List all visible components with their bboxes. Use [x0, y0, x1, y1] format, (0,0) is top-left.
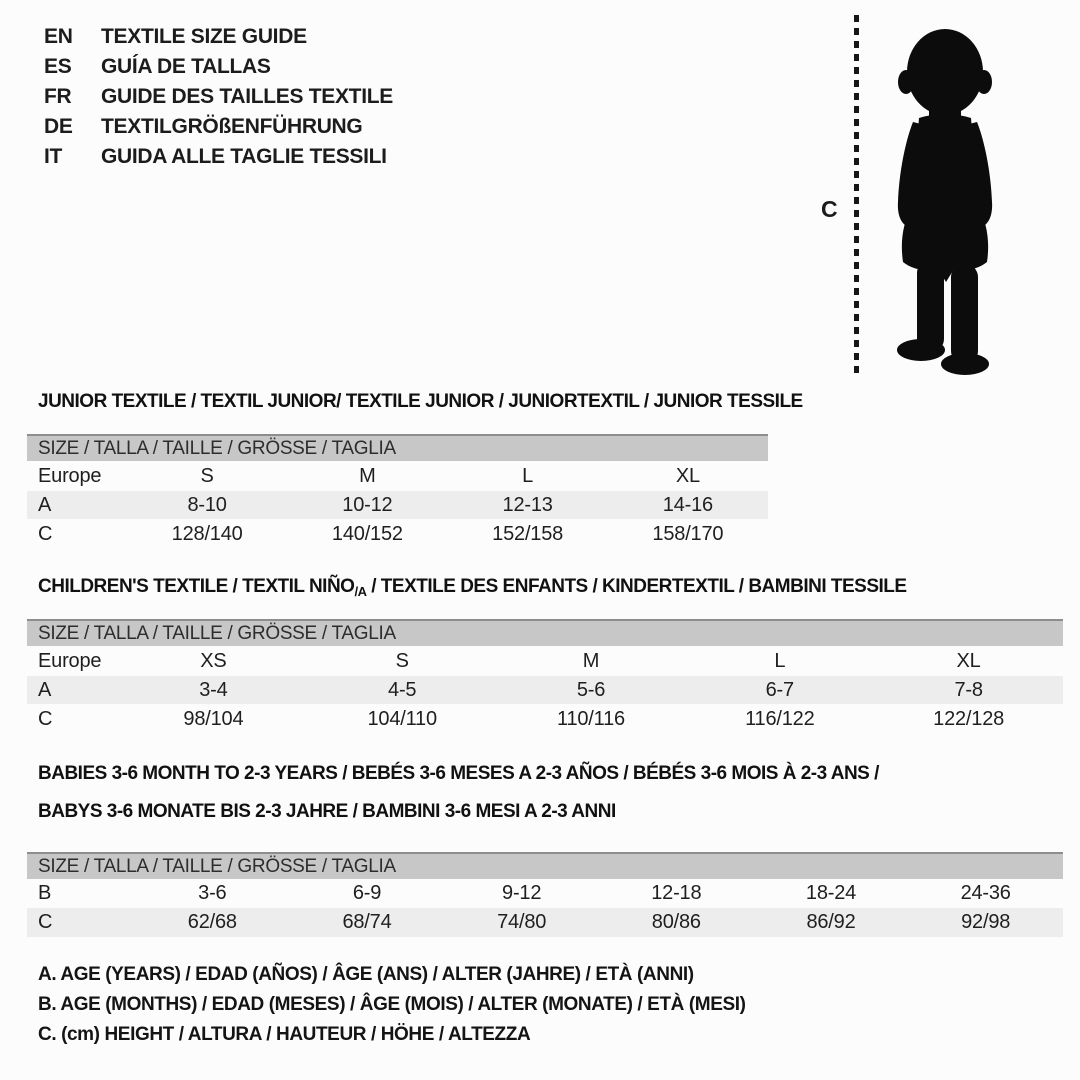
- size-cell: L: [522, 464, 534, 487]
- language-code: FR: [44, 85, 72, 108]
- age-cell: 4-5: [388, 678, 417, 701]
- table-row-height: [27, 908, 1063, 937]
- height-cell: 104/110: [367, 707, 437, 730]
- row-label: C: [38, 707, 53, 730]
- height-cell: 92/98: [961, 911, 1011, 933]
- age-cell: 3-4: [199, 678, 228, 701]
- height-measure-label: C: [821, 196, 838, 222]
- size-cell: L: [774, 649, 786, 672]
- height-cell: 86/92: [806, 911, 856, 933]
- size-header-bar: SIZE / TALLA / TAILLE / GRÖSSE / TAGLIA: [27, 619, 1063, 646]
- height-cell: 74/80: [497, 911, 547, 933]
- size-header-bar: SIZE / TALLA / TAILLE / GRÖSSE / TAGLIA: [27, 434, 768, 461]
- language-title: GUÍA DE TALLAS: [101, 55, 271, 78]
- language-row: [44, 52, 393, 82]
- months-cell: 24-36: [960, 882, 1011, 904]
- row-label: C: [38, 911, 53, 933]
- babies-section-heading-line2: BABYS 3-6 MONATE BIS 2-3 JAHRE / BAMBINI 3-6 MESI A 2-3 ANNI: [38, 801, 616, 822]
- language-code: IT: [44, 145, 63, 168]
- table-row-height: [27, 519, 768, 549]
- height-measure-figure: [815, 10, 1030, 388]
- height-cell: 152/158: [492, 522, 564, 545]
- table-row-europe: [27, 646, 1063, 676]
- junior-size-table: [27, 434, 768, 549]
- row-label: A: [38, 493, 52, 516]
- size-cell: M: [582, 649, 600, 672]
- height-cell: 140/152: [331, 522, 403, 545]
- legend-line-c: C. (cm) HEIGHT / ALTURA / HAUTEUR / HÖHE / ALTEZZA: [38, 1024, 531, 1045]
- height-cell: 116/122: [745, 707, 815, 730]
- age-cell: 12-13: [502, 493, 553, 516]
- heading-text: CHILDREN'S TEXTILE / TEXTIL NIÑO: [38, 576, 355, 597]
- language-row: [44, 22, 393, 52]
- height-dotted-line: [854, 15, 859, 379]
- height-cell: 62/68: [187, 911, 237, 933]
- language-title: TEXTILE SIZE GUIDE: [101, 25, 307, 48]
- junior-section-heading: JUNIOR TEXTILE / TEXTIL JUNIOR/ TEXTILE JUNIOR / JUNIORTEXTIL / JUNIOR TESSILE: [38, 391, 803, 412]
- language-title: GUIDA ALLE TAGLIE TESSILI: [101, 145, 387, 168]
- row-label: Europe: [38, 464, 102, 487]
- height-cell: 128/140: [171, 522, 243, 545]
- size-cell: XS: [200, 649, 227, 672]
- row-label: A: [38, 678, 52, 701]
- months-cell: 9-12: [502, 882, 542, 904]
- children-section-heading: [38, 576, 907, 599]
- age-cell: 5-6: [576, 678, 606, 701]
- legend-line-b: B. AGE (MONTHS) / EDAD (MESES) / ÂGE (MOIS) / ALTER (MONATE) / ETÀ (MESI): [38, 994, 746, 1015]
- language-row: [44, 82, 393, 112]
- size-header-bar: SIZE / TALLA / TAILLE / GRÖSSE / TAGLIA: [27, 852, 1063, 879]
- size-cell: S: [200, 464, 214, 487]
- height-cell: 98/104: [183, 707, 244, 730]
- language-title-list: [44, 22, 393, 172]
- language-row: [44, 142, 393, 172]
- heading-text: / TEXTILE DES ENFANTS / KINDERTEXTIL / BAMBINI TESSILE: [366, 576, 907, 597]
- table-row-age: [27, 491, 768, 519]
- children-size-table: [27, 619, 1063, 734]
- language-title: TEXTILGRÖßENFÜHRUNG: [101, 115, 363, 138]
- legend-line-a: A. AGE (YEARS) / EDAD (AÑOS) / ÂGE (ANS) / ALTER (JAHRE) / ETÀ (ANNI): [38, 964, 694, 985]
- table-row-months: [27, 879, 1063, 908]
- size-cell: M: [359, 464, 376, 487]
- size-cell: XL: [956, 649, 981, 672]
- table-row-height: [27, 704, 1063, 734]
- height-cell: 68/74: [342, 911, 392, 933]
- months-cell: 6-9: [352, 882, 382, 904]
- table-row-europe: [27, 461, 768, 491]
- language-code: ES: [44, 55, 72, 78]
- age-cell: 6-7: [765, 678, 794, 701]
- baby-silhouette-icon: [867, 18, 1025, 376]
- height-cell: 122/128: [933, 707, 1005, 730]
- language-code: DE: [44, 115, 73, 138]
- height-cell: 80/86: [651, 911, 701, 933]
- height-cell: 158/170: [652, 522, 724, 545]
- language-code: EN: [44, 25, 73, 48]
- size-cell: XL: [675, 464, 700, 487]
- row-label: C: [38, 522, 53, 545]
- babies-section-heading-line1: BABIES 3-6 MONTH TO 2-3 YEARS / BEBÉS 3-6 MESES A 2-3 AÑOS / BÉBÉS 3-6 MOIS À 2-3 ANS /: [38, 763, 879, 784]
- age-cell: 10-12: [342, 493, 393, 516]
- age-cell: 7-8: [954, 678, 983, 701]
- months-cell: 18-24: [805, 882, 857, 904]
- months-cell: 3-6: [198, 882, 227, 904]
- language-title: GUIDE DES TAILLES TEXTILE: [101, 85, 393, 108]
- age-cell: 14-16: [662, 493, 713, 516]
- babies-size-table: [27, 852, 1063, 937]
- heading-subscript: /A: [354, 584, 367, 599]
- measure-legend: [38, 960, 746, 1050]
- language-row: [44, 112, 393, 142]
- row-label: Europe: [38, 649, 102, 672]
- row-label: B: [38, 882, 52, 904]
- height-cell: 110/116: [557, 707, 625, 730]
- age-cell: 8-10: [187, 493, 227, 516]
- table-row-age: [27, 676, 1063, 704]
- size-cell: S: [395, 649, 409, 672]
- months-cell: 12-18: [651, 882, 702, 904]
